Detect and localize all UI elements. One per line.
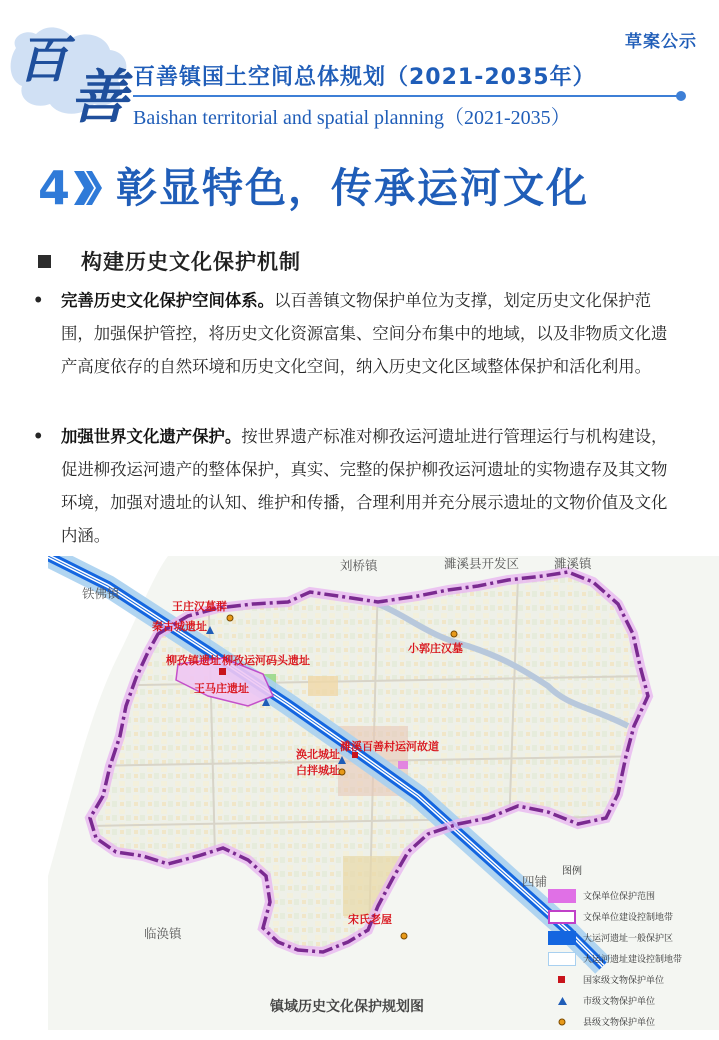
town-liuqiao: 刘桥镇	[340, 558, 378, 573]
legend-swatch	[548, 910, 576, 924]
county-marker-icon	[558, 1018, 566, 1026]
map-caption: 镇域历史文化保护规划图	[270, 999, 424, 1015]
paragraph-lead: 完善历史文化保护空间体系。	[61, 291, 275, 310]
section-number: 4	[38, 161, 71, 215]
town-sipu: 四铺	[522, 874, 548, 889]
legend-item-protection-range: 文保单位保护范围	[548, 885, 716, 906]
legend-item-city: 市级文物保护单位	[548, 990, 716, 1011]
title-divider	[133, 95, 681, 97]
square-bullet-icon	[38, 255, 51, 268]
legend-item-county: 县级文物保护单位	[548, 1011, 716, 1032]
plan-title-cn: 百善镇国土空间总体规划（2021-2035年）	[133, 65, 596, 90]
subheading-text: 构建历史文化保护机制	[81, 250, 301, 274]
paragraph-text: 按世界遗产标准对柳孜运河遗址进行管理运行与机构建设，促进柳孜运河遗产的整体保护，真实、完整的保护柳孜运河遗址的实物遗存及其文物环境，加强对遗址的认知、维护和传播，合理利用并充分展示遗址的文物价值及文化内涵。	[61, 427, 668, 545]
bullet-dot: •	[33, 291, 44, 310]
plan-title-en: Baishan territorial and spatial planning（2021-2035）	[133, 107, 571, 129]
logo-char-shan: 善	[70, 63, 129, 131]
bullet-dot: •	[33, 427, 44, 446]
legend-item-national: 国家级文物保护单位	[548, 969, 716, 990]
paragraph-text: 以百善镇文物保护单位为支撑，划定历史文化保护范围，加强保护管控，将历史文化资源富集、空间分布集中的地域，以及非物质文化遗产高度依存的自然环境和历史文化空间，纳入历史文化区域整体保护和活化利用。	[61, 291, 668, 376]
label-liuzi-town: 柳孜镇遗址	[166, 654, 221, 667]
paragraph-1	[33, 284, 683, 383]
page-header	[0, 0, 719, 140]
paragraph-lead: 加强世界文化遗产保护。	[61, 427, 242, 446]
town-linhuan: 临涣镇	[144, 926, 182, 941]
label-qin-city: 秦古城遗址	[152, 620, 207, 633]
label-liuzi-wharf: 柳孜运河码头遗址	[222, 654, 310, 667]
town-kaifaqu: 濉溪县开发区	[444, 556, 520, 571]
label-baishui-city: 白拌城址	[296, 764, 340, 777]
section-title: 彰显特色，传承运河文化	[116, 163, 590, 212]
national-site-marker	[219, 668, 226, 675]
label-song-house: 宋氏老屋	[348, 913, 392, 926]
legend-item-canal-general: 大运河遗址一般保护区	[548, 927, 716, 948]
title-divider-dot	[676, 91, 686, 101]
map-legend	[548, 862, 716, 1032]
town-tiefo: 铁佛镇	[82, 586, 120, 601]
label-wangzhuang-tomb: 王庄汉墓群	[172, 600, 227, 613]
legend-swatch	[548, 931, 576, 945]
label-baishan-canal: 濉溪百善村运河故道	[340, 740, 439, 753]
county-site-marker	[401, 933, 407, 939]
county-site-marker	[227, 615, 233, 621]
town-suixi: 濉溪镇	[554, 556, 592, 571]
county-site-marker	[451, 631, 457, 637]
national-marker-icon	[558, 976, 566, 984]
legend-item-canal-control: 大运河遗址建设控制地带	[548, 948, 716, 969]
draft-badge: 草案公示	[625, 32, 697, 52]
label-huanbei-city: 涣北城址	[296, 748, 340, 761]
legend-swatch	[548, 952, 576, 966]
section-heading	[38, 158, 589, 218]
subheading	[38, 246, 301, 276]
double-chevron-icon	[72, 168, 102, 208]
legend-swatch	[548, 889, 576, 903]
label-xiaoguozhuang: 小郭庄汉墓	[408, 642, 463, 655]
paragraph-2	[33, 420, 683, 552]
legend-title: 图例	[562, 866, 582, 877]
label-wangmazhuang: 王马庄遗址	[194, 682, 249, 695]
logo-char-bai: 百	[18, 30, 68, 89]
legend-item-control-zone: 文保单位建设控制地带	[548, 906, 716, 927]
city-marker-icon	[558, 997, 567, 1005]
